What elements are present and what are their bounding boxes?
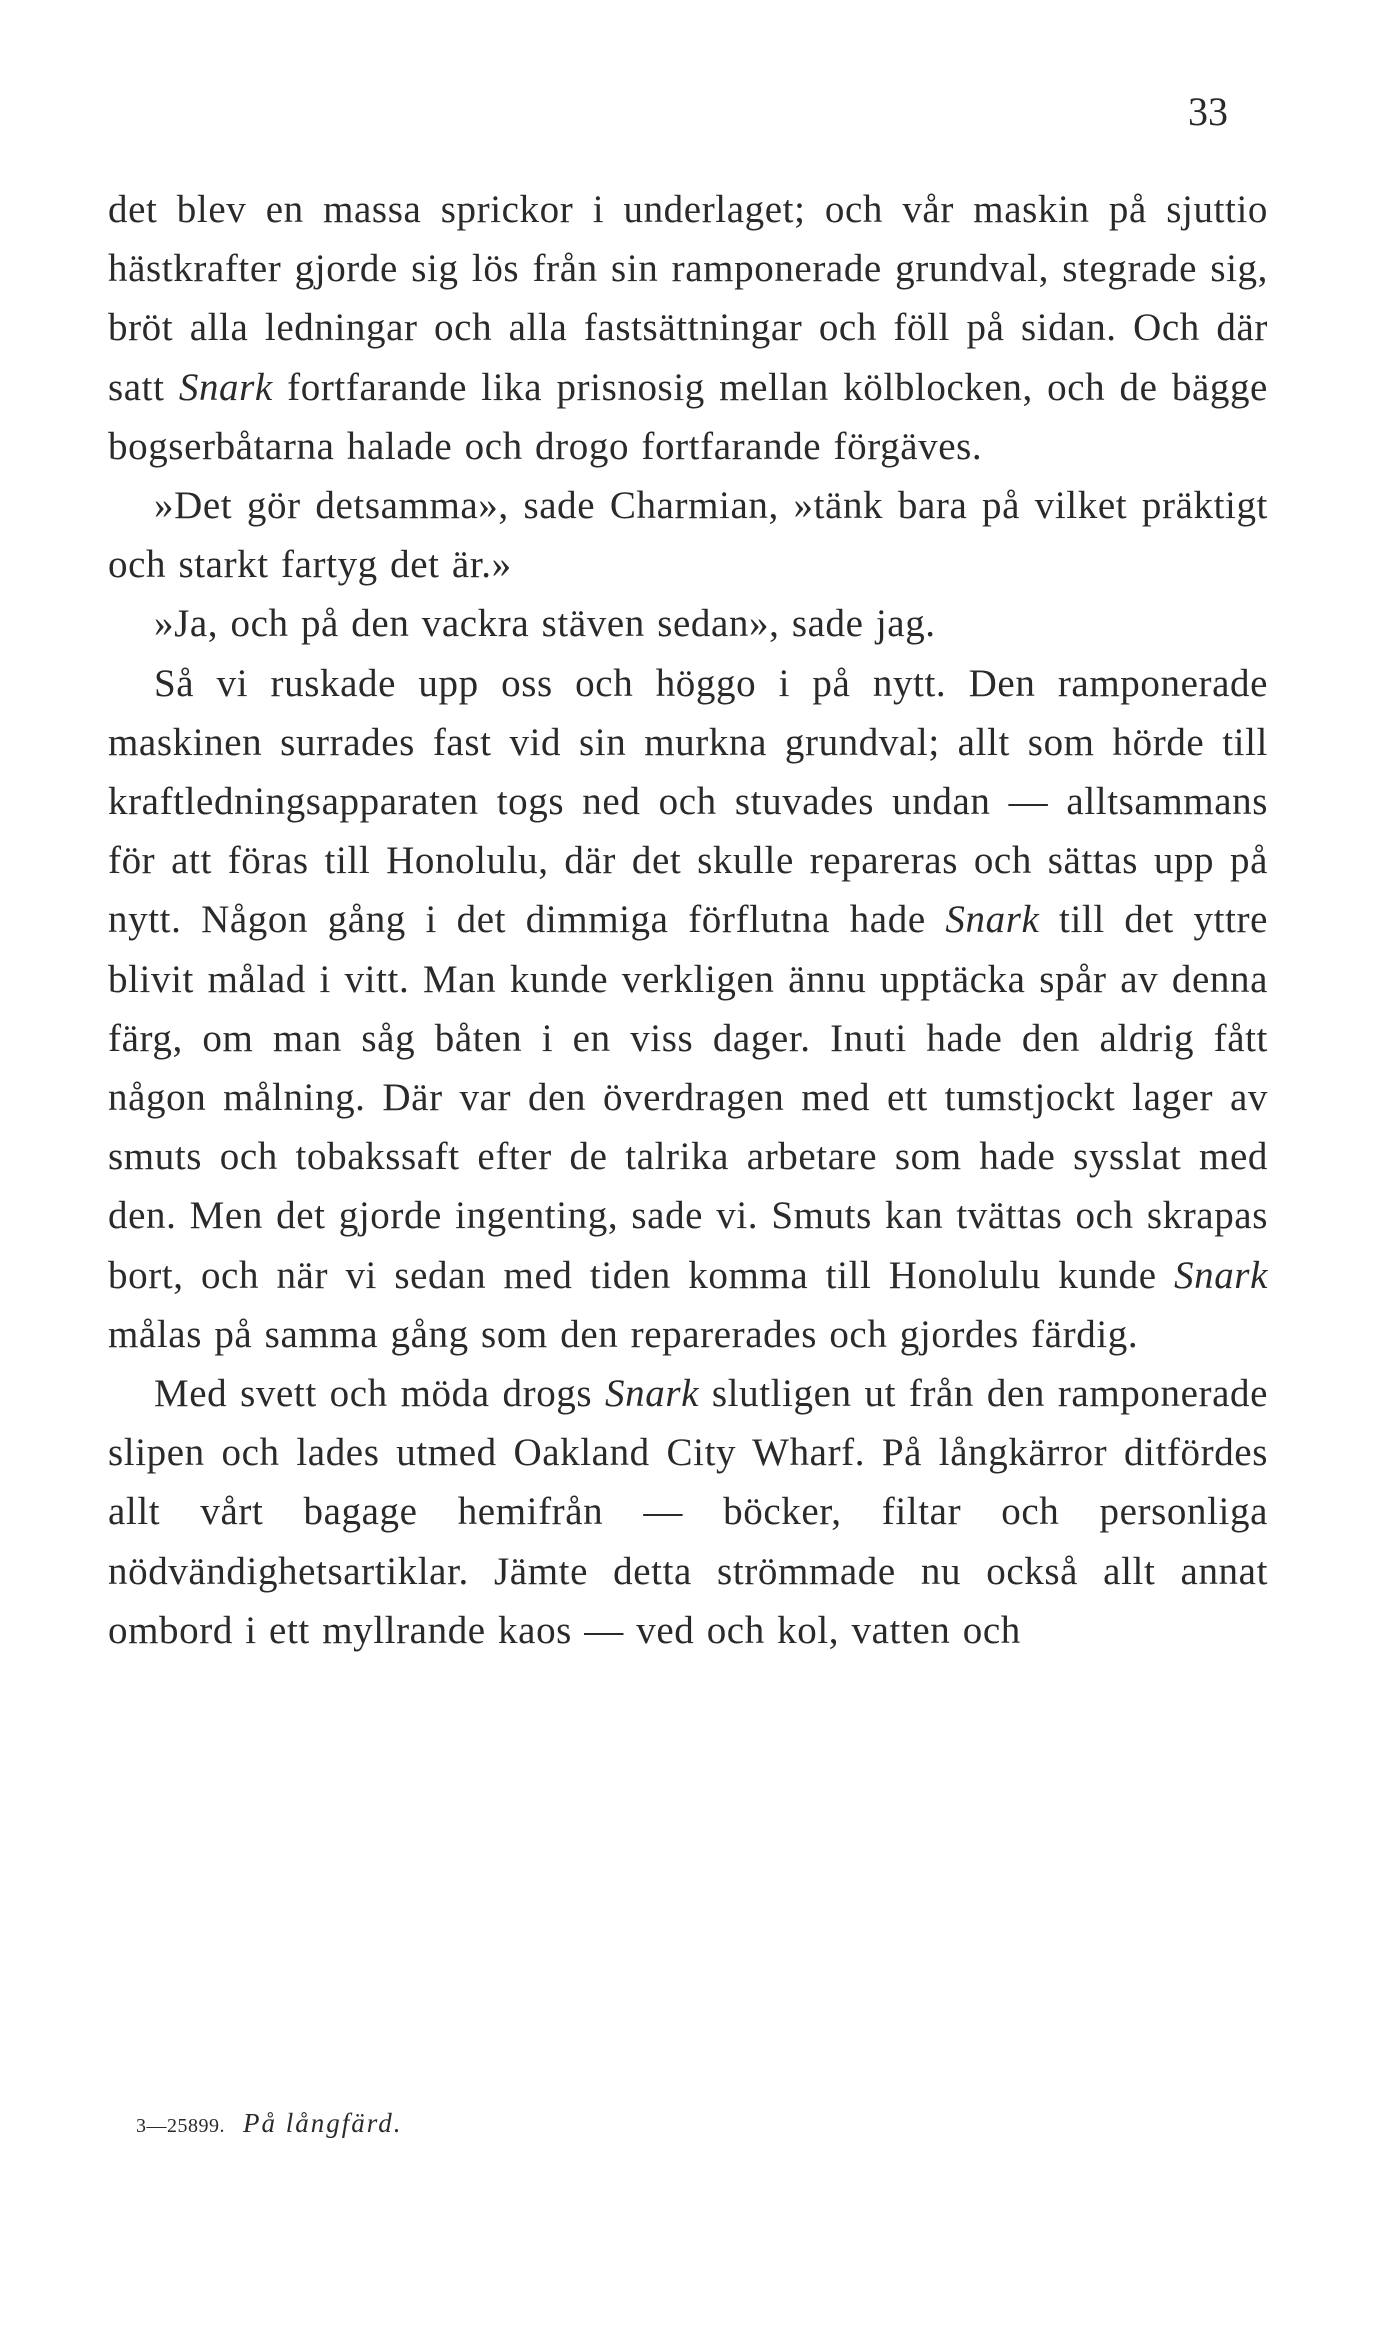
italic-text: Snark xyxy=(178,365,273,409)
text-run: »Ja, och på den vackra stäven sedan», sade jag. xyxy=(154,602,936,646)
text-run: fortfarande lika prisnosig mellan kölblocken, och de bägge bogserbåtarna halade och drogo fortfarande förgäves. xyxy=(108,365,1268,468)
text-run: Med svett och möda drogs xyxy=(154,1372,606,1416)
printer-signature: 3—25899. xyxy=(136,2115,225,2137)
body-text xyxy=(108,180,1268,1660)
italic-text: Snark xyxy=(605,1372,700,1416)
paragraph xyxy=(108,476,1268,594)
text-run: »Det gör detsamma», sade Charmian, »tänk bara på vilket präktigt och starkt fartyg det är.» xyxy=(108,484,1268,587)
text-run: Så vi ruskade upp oss och höggo i på nytt. Den ramponerade maskinen surrades fast vid sin murkna grundval; allt som hörde till kraftledningsapparaten togs ned och stuvades undan — alltsammans för att föras till Honolulu, där det skulle repareras och sättas upp på nytt. Någon gång i det dimmiga förflutna hade xyxy=(108,661,1268,942)
paragraph xyxy=(108,180,1268,476)
text-run: till det yttre blivit målad i vitt. Man kunde verkligen ännu upptäcka spår av denna färg, om man såg båten i en viss dager. Inuti hade den aldrig fått någon målning. Där var den överdragen med ett tumstjockt lager av smuts och tobakssaft efter de talrika arbetare som hade sysslat med den. Men det gjorde ingenting, sade vi. Smuts kan tvättas och skrapas bort, och när vi sedan med tiden komma till Honolulu kunde xyxy=(108,898,1268,1297)
running-title: På långfärd. xyxy=(243,2108,403,2138)
page-footer xyxy=(136,2108,403,2139)
italic-text: Snark xyxy=(945,898,1040,942)
text-run: det blev en massa sprickor i underlaget; och vår maskin på sjuttio hästkrafter gjorde sig lös från sin ramponerade grundval, stegrade sig, bröt alla ledningar och alla fastsättningar och föll på sidan. Och där satt xyxy=(108,188,1268,409)
text-run: målas på samma gång som den reparerades och gjordes färdig. xyxy=(108,1312,1139,1356)
paragraph xyxy=(108,1364,1268,1660)
italic-text: Snark xyxy=(1174,1253,1268,1297)
paragraph xyxy=(108,654,1268,1364)
page-number: 33 xyxy=(1188,89,1228,134)
paragraph xyxy=(108,594,1268,653)
text-run: slutligen ut från den ramponerade slipen och lades utmed Oakland City Wharf. På långkärror ditfördes allt vårt bagage hemifrån — böcker, filtar och personliga nödvändighetsartiklar. Jämte detta strömmade nu också allt annat ombord i ett myllrande kaos — ved och kol, vatten och xyxy=(108,1372,1268,1652)
